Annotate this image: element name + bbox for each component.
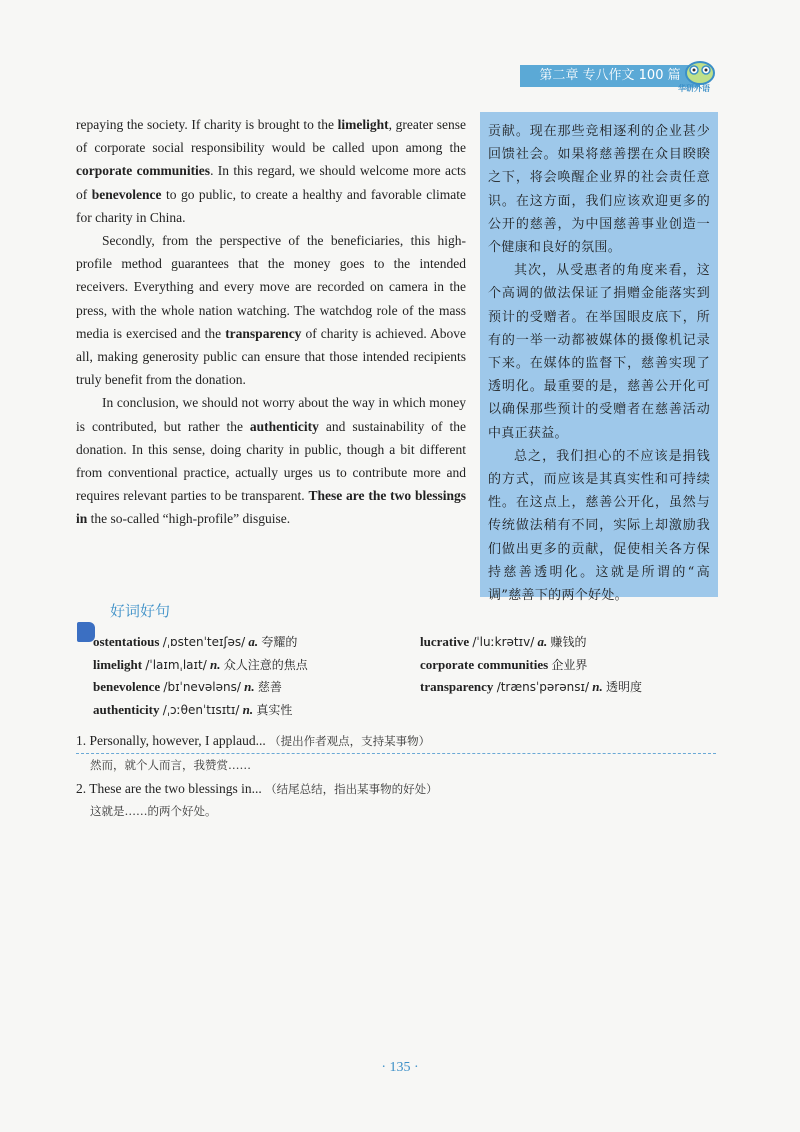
phrase-note: （提出作者观点，支持某事物） [269,734,431,748]
vocab-word: authenticity [93,701,160,717]
text-run: and sustainability of the donation. In this sense, doing charity in public, though a bit different from conventional practice, actually urges us to contribute more and requires relevant parties to be transparent. [76,418,466,504]
phrase-translation: 然而，就个人而言，我赞赏…… [90,758,251,772]
vocab-item [93,699,308,722]
text-run: repaying the society. If charity is brought to the [76,117,338,132]
vocab-meaning: 企业界 [551,657,588,672]
vocab-phonetic: /bɪˈnevələns/ [163,680,241,694]
phrase-list [76,730,716,824]
text-run: , greater sense of corporate social responsibility would be called upon among the [76,117,466,156]
vocab-word: lucrative [420,634,470,649]
vocab-list-left [93,631,308,721]
key-term: These are the two blessings in [76,488,466,527]
vocab-item [420,631,642,654]
vocab-meaning: 真实性 [256,702,293,717]
text-run: . In this regard, we should welcome more acts of [76,163,466,202]
phrase-translation: 这就是……的两个好处。 [90,804,217,818]
page-number: · 135 · [381,1060,419,1075]
phrase-line [76,730,716,754]
chinese-paragraph: 贡献。现在那些竞相逐利的企业甚少回馈社会。如果将慈善摆在众目睽睽之下，将会唤醒企业界的社会责任意识。在这方面，我们应该欢迎更多的公开的慈善，为中国慈善事业创造一个健康和良好的氛围。 [488,124,710,256]
key-term: benevolence [91,186,162,202]
english-essay [76,113,466,531]
section-title: 好词好句 [110,602,171,620]
vocab-meaning: 慈善 [257,680,282,694]
vocab-word: corporate communities [420,656,549,672]
vocab-word: transparency [420,679,494,694]
vocab-meaning: 透明度 [605,680,642,694]
vocab-item [420,654,642,677]
english-paragraph [76,113,466,229]
vocab-meaning: 夸耀的 [261,635,298,649]
key-term: authenticity [249,418,319,434]
vocab-pos: a. [248,634,259,649]
phrase-english: 2. These are the two blessings in... [76,781,262,796]
phrase-note: （结尾总结，指出某事物的好处） [265,782,438,796]
phrase-item [76,778,716,822]
vocab-item [420,676,642,699]
vocab-pos: a. [537,634,548,649]
vocab-item [93,676,308,699]
vocab-phonetic: /ˈlaɪmˌlaɪt/ [145,657,207,672]
english-paragraph [76,229,466,391]
vocab-pos: n. [592,679,603,694]
key-term: limelight [337,117,389,132]
key-term: corporate communities [76,163,211,179]
text-run: to go public, to create a healthy and favorable climate for charity in China. [76,186,467,225]
vocab-item [93,631,308,654]
vocab-pos: n. [244,679,255,694]
vocab-word: ostentatious [93,634,160,649]
english-paragraph [76,391,466,530]
phrase-english: 1. Personally, however, I applaud... [76,733,266,748]
vocab-word: benevolence [93,679,161,694]
vocab-item [93,654,308,677]
logo-text: 华研外语 [678,84,710,93]
vocab-list-right [420,631,642,699]
vocab-word: limelight [93,656,143,672]
vocab-meaning: 众人注意的焦点 [223,657,308,672]
chinese-paragraph: 总之，我们担心的不应该是捐钱的方式，而应该是其真实性和可持续性。在这点上，慈善公开化，虽然与传统做法稍有不同，实际上却激励我们做出更多的贡献，促使相关各方保持慈善透明化。这就是所谓的“高调”慈善下的两个好处。 [488,448,710,604]
vocab-pos: n. [242,701,254,717]
vocab-pos: n. [209,656,221,672]
chapter-header: 第二章 专八作文 100 篇 [520,65,700,87]
text-run: of charity is achieved. Above all, making generosity public can ensure that those intended recipients truly benefit from the donation. [76,325,466,388]
vocab-meaning: 赚钱的 [550,635,587,649]
text-run: Secondly, from the perspective of the beneficiaries, this high-profile method guarantees that the money goes to the intended receivers. Everything and every move are recorded on camera in the press, with the whole nation watching. The watchdog role of the mass media is exercised and the [76,233,466,341]
text-run: the so-called “high-profile” disguise. [87,511,291,527]
vocab-phonetic: /trænsˈpərənsɪ/ [496,680,589,694]
phrase-item [76,730,716,776]
key-term: transparency [225,325,302,341]
vocab-phonetic: /ˌɒstenˈteɪʃəs/ [162,635,246,649]
chinese-paragraph: 其次，从受惠者的角度来看，这个高调的做法保证了捐赠金能落实到预计的受赠者。在举国眼皮底下，所有的一举一动都被媒体的摄像机记录下来。在媒体的监督下，慈善实现了透明化。最重要的是，慈善公开化可以确保那些预计的受赠者在慈善活动中真正获益。 [488,263,710,441]
vocab-phonetic: /ˌɔːθenˈtɪsɪtɪ/ [162,702,240,717]
phrase-line [76,778,716,800]
vocab-phonetic: /ˈluːkrətɪv/ [472,635,535,649]
text-run: In conclusion, we should not worry about the way in which money is contributed, but rather the [76,395,466,434]
chinese-translation-box [480,112,718,604]
